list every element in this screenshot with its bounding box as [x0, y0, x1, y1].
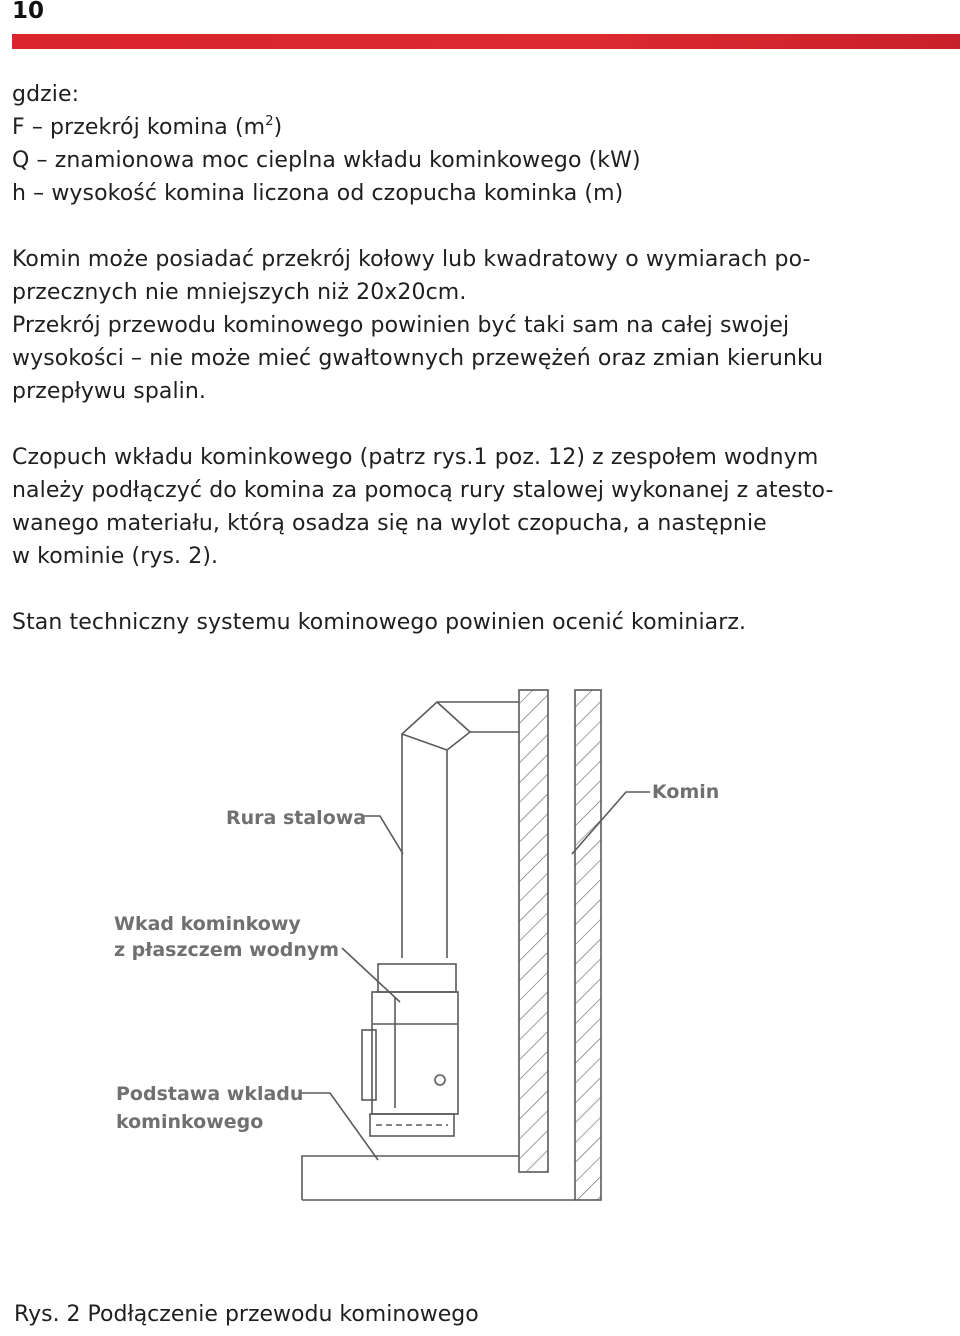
label-wklad-line1: Wkad kominkowy [114, 913, 301, 935]
definitions-block [12, 78, 932, 210]
paragraph-line: przepływu spalin. [12, 379, 207, 404]
paragraph-line: Przekrój przewodu kominowego powinien być taki sam na całej swojej [12, 313, 790, 338]
paragraph-line: Komin może posiadać przekrój kołowy lub kwadratowy o wymiarach po- [12, 247, 811, 272]
leader-podstawa [300, 1093, 378, 1160]
paragraph-line: wanego materiału, którą osadza się na wylot czopucha, a następnie [12, 511, 767, 536]
definition-f-text: F – przekrój komina (m [12, 115, 266, 140]
fireplace-insert [362, 964, 458, 1114]
label-rura-stalowa: Rura stalowa [226, 807, 367, 829]
chimney-wall-inner [519, 690, 548, 1172]
paragraph-chimney-cross-section [12, 243, 932, 408]
diagram-svg [0, 668, 960, 1228]
paragraph-line: w kominie (rys. 2). [12, 544, 219, 569]
paragraph-line: wysokości – nie może mieć gwałtownych przewężeń oraz zmian kierunku [12, 346, 824, 371]
definitions-intro: gdzie: [12, 82, 80, 107]
label-podstawa-line1: Podstawa wkladu [116, 1083, 304, 1105]
chimney-connection-diagram [0, 668, 960, 1228]
fireplace-base [370, 1114, 454, 1136]
definition-q: Q – znamionowa moc cieplna wkładu kominkowego (kW) [12, 148, 641, 173]
paragraph-line: przecznych nie mniejszych niż 20x20cm. [12, 280, 467, 305]
paragraph-flue-connection [12, 441, 932, 573]
paragraph-chimney-sweep [12, 606, 932, 639]
label-wklad-line2: z płaszczem wodnym [114, 939, 340, 961]
leader-wklad [342, 948, 400, 1002]
figure-caption: Rys. 2 Podłączenie przewodu kominowego [14, 1302, 479, 1327]
floor-outline [302, 1156, 519, 1200]
leader-rura [364, 816, 403, 854]
definition-h: h – wysokość komina liczona od czopucha kominka (m) [12, 181, 624, 206]
chimney-wall-outer [575, 690, 601, 1200]
definition-f-close: ) [273, 115, 283, 140]
paragraph-line: należy podłączyć do komina za pomocą rury stalowej wykonanej z atesto- [12, 478, 834, 503]
steel-pipe [402, 702, 519, 958]
label-podstawa-line2: kominkowego [116, 1111, 264, 1133]
paragraph-line: Czopuch wkładu kominkowego (patrz rys.1 poz. 12) z zespołem wodnym [12, 445, 819, 470]
definition-f-exponent: 2 [265, 114, 274, 129]
paragraph-line: Stan techniczny systemu kominowego powinien ocenić kominiarz. [12, 610, 747, 635]
label-komin: Komin [652, 781, 720, 803]
header-accent-bar [12, 34, 960, 49]
definition-f [12, 111, 932, 144]
page-number: 10 [12, 0, 45, 24]
